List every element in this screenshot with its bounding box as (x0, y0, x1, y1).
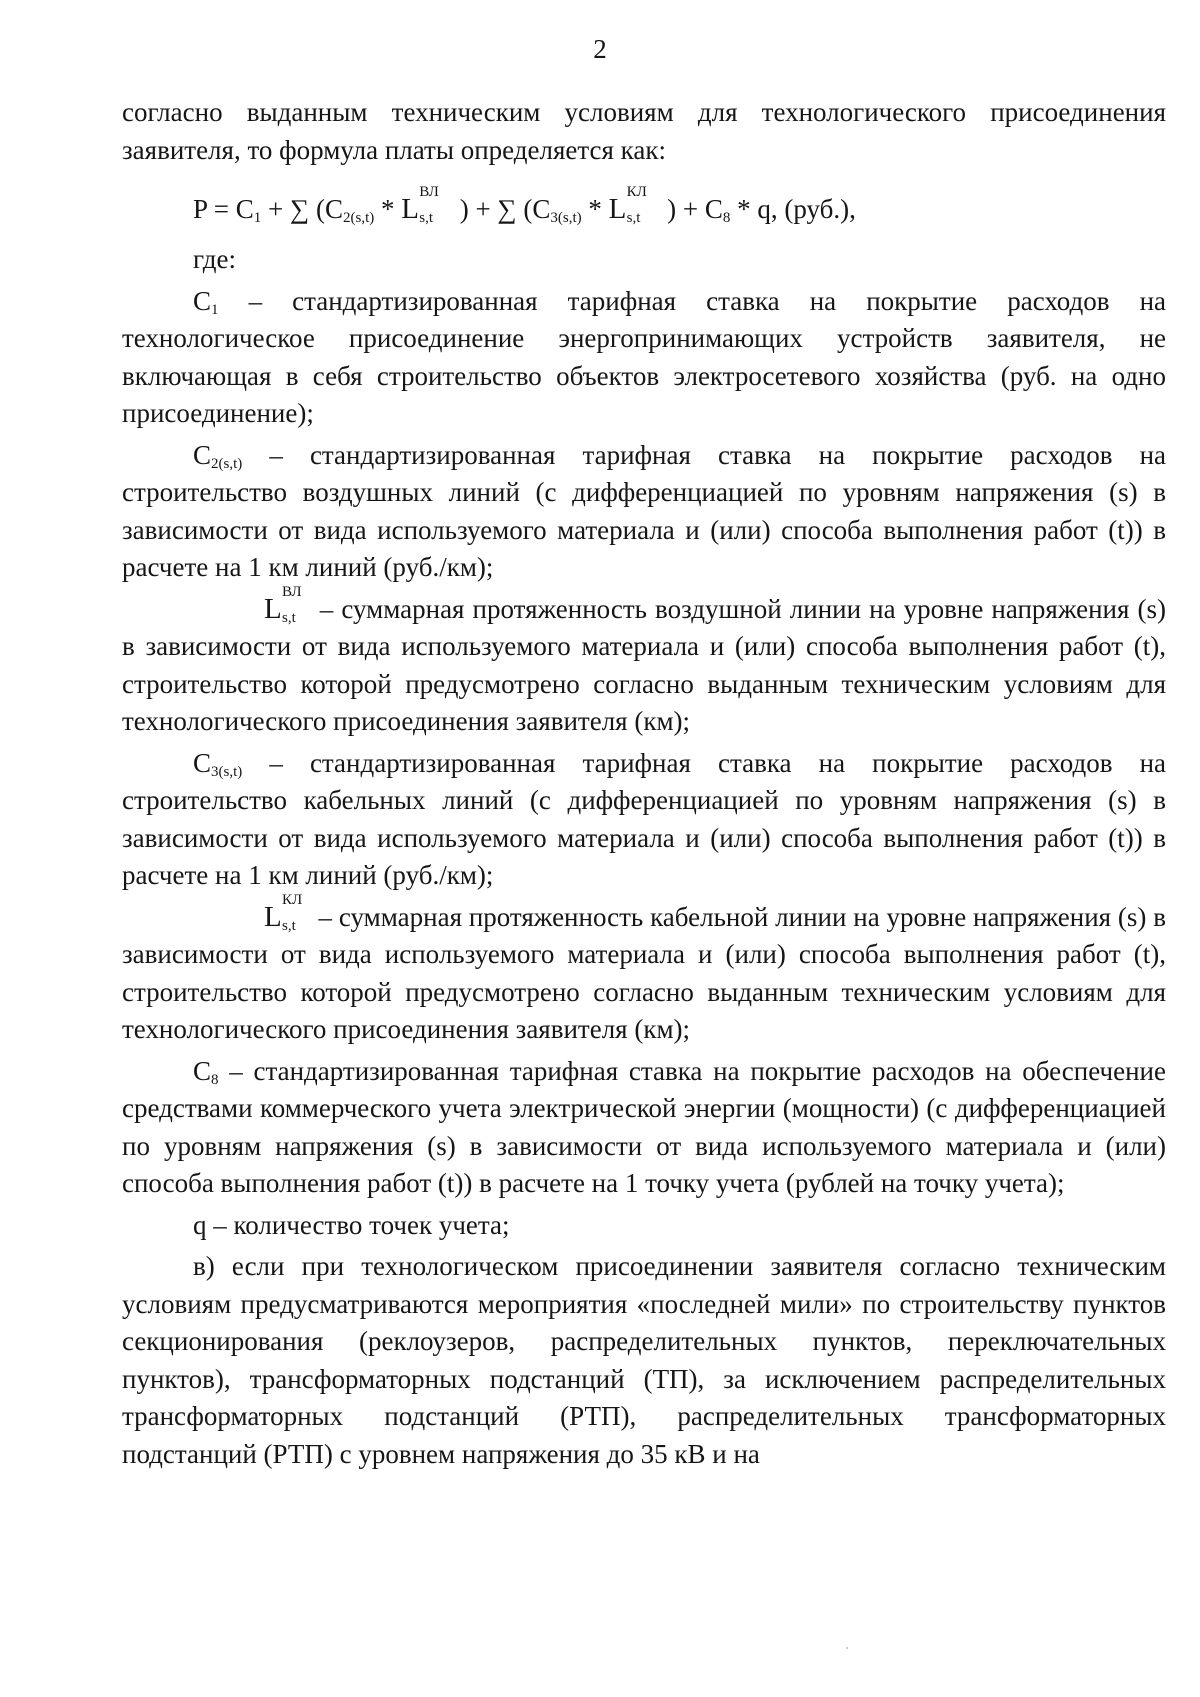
paragraph-v: в) если при технологическом присоединении заявителя согласно техническим условиям предусматриваются мероприятия «последней мили» по строительству пунктов секционирования (реклоузеров, распределительных пунктов, переключательных пунктов), трансформаторных подстанций (ТП), за исключением распределительных трансформаторных подстанций (РТП), распределительных трансформаторных подстанций (РТП) с уровнем напряжения до 35 кВ и на (122, 1251, 1166, 1469)
formula-tail: * q, (руб.), (730, 194, 856, 224)
definition-l-vl (122, 583, 1166, 741)
fee-formula (122, 184, 1166, 231)
definition-c1-text: – стандартизированная тарифная ставка на покрытие расходов на технологическое присоединение энергопринимающих устройств заявителя, не включающая в себя строительство объектов электросетевого хозяйства (руб. на одно присоединение); (122, 285, 1166, 428)
definition-c8-subscript: 8 (211, 1071, 219, 1088)
definition-c1-symbol: C (193, 285, 212, 316)
formula-p-c: P = C (193, 194, 254, 224)
formula-c8-subscript: 8 (722, 210, 731, 226)
formula-l-kl (608, 184, 661, 226)
formula-l-kl-base: L (608, 193, 627, 225)
formula-multiply-2: * (581, 194, 609, 224)
formula-plus-c8: ) + C (660, 194, 723, 224)
formula-l-vl-sub: s,t (419, 210, 433, 226)
definition-c8-text: – стандартизированная тарифная ставка на покрытие расходов на обеспечение средствами коммерческого учета электрической энергии (мощности) (с дифференциацией по уровням напряжения (s) в зависимости от вида используемого материала и (или) способа выполнения работ (t)) в расчете на 1 точку учета (рублей на точку учета); (122, 1055, 1166, 1198)
definition-l-kl (122, 891, 1166, 1049)
page-number: 2 (593, 34, 607, 64)
formula-c3-subscript: 3(s,t) (550, 210, 582, 226)
definition-c3-symbol: C (193, 747, 212, 778)
definition-l-vl-symbol (193, 583, 312, 626)
formula-l-kl-sub: s,t (626, 210, 641, 226)
definition-q: q – количество точек учета; (193, 1209, 510, 1240)
definition-c3-subscript: 3(s,t) (211, 763, 243, 780)
definition-l-kl-symbol (193, 891, 312, 934)
definition-l-kl-sub: s,t (282, 917, 296, 934)
formula-sum-c2: + ∑ (C (261, 194, 343, 224)
definition-l-kl-sup: КЛ (282, 891, 303, 908)
definition-c3-text: – стандартизированная тарифная ставка на покрытие расходов на строительство кабельных линий (с дифференциацией по уровням напряжения (s) в зависимости от вида используемого материала и (или) способа выполнения работ (t)) в расчете на 1 км линий (руб./км); (122, 747, 1166, 890)
definition-l-vl-sub: s,t (282, 609, 296, 626)
definition-c2-text: – стандартизированная тарифная ставка на покрытие расходов на строительство воздушных линий (с дифференциацией по уровням напряжения (s) в зависимости от вида используемого материала и (или) способа выполнения работ (t)) в расчете на 1 км линий (руб./км); (122, 439, 1166, 582)
page-content (122, 94, 1166, 1473)
formula-c1-subscript: 1 (253, 210, 262, 226)
definition-l-vl-sup: ВЛ (282, 583, 302, 600)
formula-c2-subscript: 2(s,t) (342, 210, 375, 226)
formula-l-vl-sup: ВЛ (419, 184, 439, 200)
definition-c1-subscript: 1 (211, 301, 219, 318)
formula-l-kl-sup: КЛ (626, 184, 647, 200)
formula-multiply-1: * (374, 194, 402, 224)
definition-l-kl-text: – суммарная протяженность кабельной линии на уровне напряжения (s) в зависимости от вида используемого материала и (или) способа выполнения работ (t), строительство которой предусмотрено согласно выданным техническим условиям для технологического присоединения заявителя (км); (122, 901, 1166, 1044)
formula-sum-c3: ) + ∑ (C (452, 194, 551, 224)
definition-c2-subscript: 2(s,t) (211, 455, 243, 472)
definition-c3 (122, 745, 1166, 895)
scan-speck (846, 1647, 848, 1649)
formula-l-vl-base: L (401, 193, 419, 225)
definition-c8-symbol: C (193, 1055, 212, 1086)
intro-paragraph: согласно выданным техническим условиям для технологического присоединения заявителя, то формула платы определяется как: (122, 97, 1166, 165)
definition-l-vl-text: – суммарная протяженность воздушной линии на уровне напряжения (s) в зависимости от вида используемого материала и (или) способа выполнения работ (t), строительство которой предусмотрено согласно выданным техническим условиям для технологического присоединения заявителя (км); (122, 593, 1166, 736)
where-label: где: (193, 244, 236, 274)
definition-l-kl-base: L (264, 900, 282, 933)
definition-c2 (122, 437, 1166, 587)
definition-c2-symbol: C (193, 439, 212, 470)
definition-c8 (122, 1053, 1166, 1203)
formula-l-vl (401, 184, 453, 226)
definition-l-vl-base: L (264, 592, 282, 625)
definition-c1 (122, 283, 1166, 433)
